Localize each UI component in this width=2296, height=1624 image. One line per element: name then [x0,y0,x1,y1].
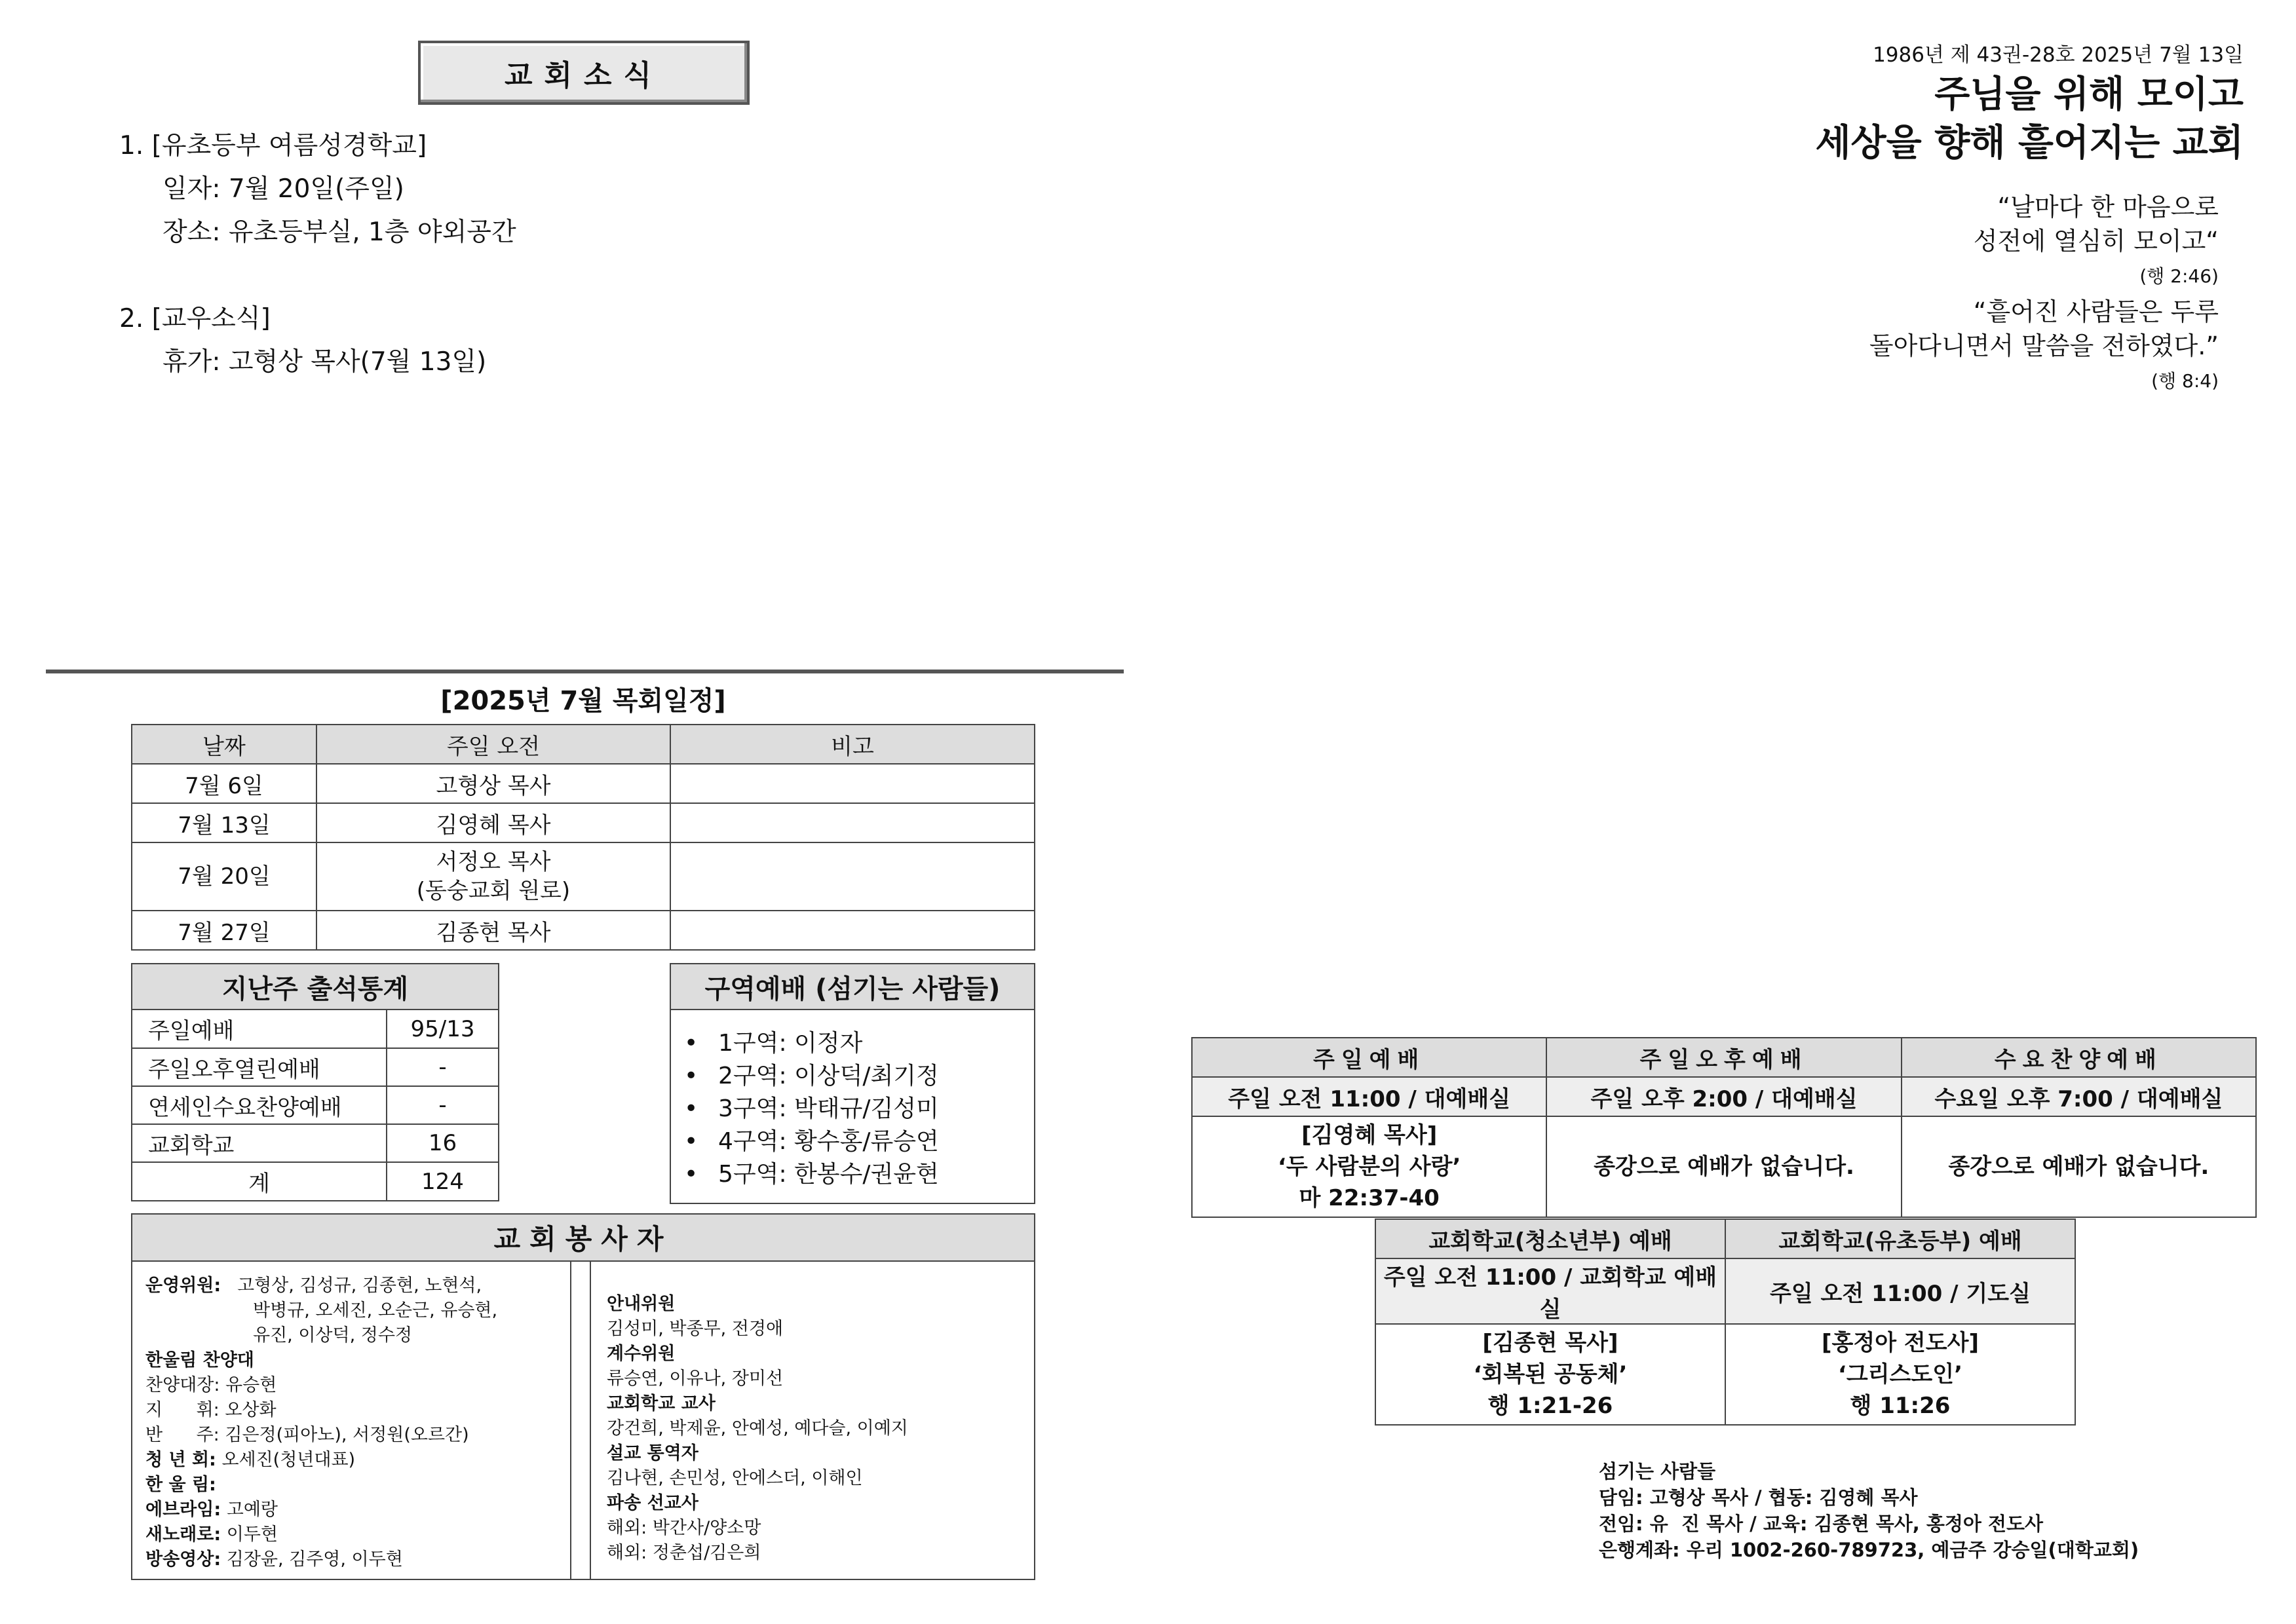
zone-worship-box [670,963,1035,1204]
schedule-preacher-cell [316,842,670,911]
committee-members: 김성미, 박종무, 전경애 [607,1319,784,1339]
schedule-date: 7월 27일 [132,911,316,950]
table-row [132,911,1035,950]
sermon-scripture: 행 1:21-26 [1487,1393,1613,1419]
schedule-title: [2025년 7월 목회일정] [440,686,726,716]
worship-time: 주일 오전 11:00 / 대예배실 [1192,1077,1546,1116]
footer-line: 담임: 고형상 목사 / 협동: 김영혜 목사 [1599,1486,1918,1509]
group-label: 청 년 회: [145,1450,216,1470]
group-label: 방송영상: [145,1549,221,1570]
school-worship-table [1375,1218,2076,1426]
sermon-preacher: [김영혜 목사] [1301,1122,1438,1148]
attendance-label: 주일오후열린예배 [132,1048,387,1086]
committee-members: 해외: 박간사/양소망 [607,1518,761,1538]
list-item: • 3구역: 박태규/김성미 [684,1093,1034,1125]
attendance-box [131,963,499,1201]
news-item-heading: 1. [유초등부 여름성경학교] [119,131,427,161]
worship-time: 주일 오후 2:00 / 대예배실 [1546,1077,1901,1116]
volunteers-left-column [132,1262,571,1579]
church-motto [1815,71,2244,168]
section-divider [46,670,1124,673]
footer-line: 전임: 유 진 목사 / 교육: 김종현 목사, 홍정아 전도사 [1599,1513,2044,1535]
attendance-title: 지난주 출석통계 [132,964,498,1010]
committee-members: 강건희, 박제윤, 안예성, 예다슬, 이예지 [607,1418,908,1439]
sermon-title: ‘두 사람분의 사랑’ [1277,1154,1461,1180]
group-label: 한 울 림: [145,1475,216,1495]
choir-value: 유승현 [225,1375,277,1395]
verse-line: “흩어진 사람들은 두루 [1973,297,2219,326]
sermon-preacher: [김종현 목사] [1482,1330,1618,1356]
schedule-preacher: 고형상 목사 [316,764,670,803]
choir-title: 한울림 찬양대 [145,1350,254,1370]
table-row [132,1162,498,1200]
sermon-title: ‘회복된 공동체’ [1473,1361,1628,1388]
group-label: 새노래로: [145,1524,221,1545]
table-row [132,803,1035,842]
volunteers-box [131,1213,1035,1580]
schedule-date: 7월 13일 [132,803,316,842]
group-value: 김장윤, 김주영, 이두현 [226,1549,403,1570]
schedule-note [670,764,1035,803]
list-item: • 1구역: 이정자 [684,1027,1034,1060]
schedule-date: 7월 20일 [132,842,316,911]
news-item-line: 장소: 유초등부실, 1층 야외공간 [163,217,516,247]
choir-label: 지 휘: [145,1400,220,1420]
verse-quote [1869,295,2219,363]
worship-header: 주일예배 [1192,1038,1546,1077]
staff-footer [1599,1458,2139,1563]
table-row [132,842,1035,911]
worship-table [1191,1037,2257,1218]
verse-reference: (행 2:46) [2139,265,2219,287]
news-item-line: 휴가: 고형상 목사(7월 13일) [163,347,487,377]
worship-closed-notice: 종강으로 예배가 없습니다. [1546,1116,1901,1217]
schedule-header: 주일 오전 [316,725,670,764]
committee-title: 파송 선교사 [607,1493,698,1513]
table-row [132,764,1035,803]
verse-quote [1974,190,2219,258]
sermon-cell [1192,1116,1546,1217]
attendance-value: - [387,1086,498,1124]
table-row [132,1048,498,1086]
worship-header: 교회학교(청소년부) 예배 [1375,1219,1725,1258]
list-item: • 4구역: 황수홍/류승연 [684,1125,1034,1158]
schedule-preacher-note: (동숭교회 원로) [416,878,571,904]
committee-title: 설교 통역자 [607,1443,698,1463]
news-title: 교회소식 [418,41,750,105]
schedule-header: 날짜 [132,725,316,764]
volunteers-right-column [590,1262,1034,1579]
attendance-value: 124 [387,1162,498,1200]
choir-value: 김은정(피아노), 서정원(오르간) [225,1425,469,1445]
choir-label: 반 주: [145,1425,220,1445]
footer-line: 은행계좌: 우리 1002-260-789723, 예금주 강승일(대학교회) [1599,1539,2139,1561]
volunteers-title: 교회봉사자 [132,1215,1034,1262]
steering-label: 운영위원: [145,1275,221,1296]
sermon-scripture: 마 22:37-40 [1299,1185,1440,1211]
committee-members: 해외: 정춘섭/김은희 [607,1543,761,1563]
schedule-note [670,842,1035,911]
schedule-date: 7월 6일 [132,764,316,803]
verse-line: “날마다 한 마음으로 [1997,193,2219,221]
worship-header: 주일오후예배 [1546,1038,1901,1077]
sermon-title: ‘그리스도인’ [1837,1361,1963,1388]
list-item: • 2구역: 이상덕/최기정 [684,1060,1034,1093]
group-value: 오세진(청년대표) [221,1450,356,1470]
motto-line: 주님을 위해 모이고 [1934,73,2244,116]
verse-reference: (행 8:4) [2151,370,2219,392]
schedule-preacher: 김종현 목사 [316,911,670,950]
worship-time: 주일 오전 11:00 / 기도실 [1725,1258,2075,1324]
verse-line: 성전에 열심히 모이고“ [1973,227,2219,255]
list-item: • 5구역: 한봉수/권윤현 [684,1158,1034,1191]
worship-time: 수요일 오후 7:00 / 대예배실 [1902,1077,2256,1116]
schedule-note [670,911,1035,950]
news-item-line: 일자: 7월 20일(주일) [163,174,404,204]
footer-title: 섬기는 사람들 [1599,1460,1716,1482]
motto-line: 세상을 향해 흩어지는 교회 [1815,122,2244,164]
choir-label: 찬양대장: [145,1375,220,1395]
worship-header: 교회학교(유초등부) 예배 [1725,1219,2075,1258]
news-item-heading: 2. [교우소식] [119,304,271,333]
group-value: 고예랑 [226,1500,278,1520]
worship-closed-notice: 종강으로 예배가 없습니다. [1902,1116,2256,1217]
worship-header: 수요찬양예배 [1902,1038,2256,1077]
verse-line: 돌아다니면서 말씀을 전하였다.” [1869,331,2219,360]
schedule-table [131,724,1035,951]
attendance-label: 교회학교 [132,1124,387,1162]
committee-title: 안내위원 [607,1294,676,1314]
attendance-label: 계 [132,1162,387,1200]
committee-members: 류승연, 이유나, 장미선 [607,1369,784,1389]
zone-title: 구역예배 (섬기는 사람들) [671,964,1034,1010]
attendance-label: 연세인수요찬양예배 [132,1086,387,1124]
table-row [132,1124,498,1162]
schedule-preacher: 김영혜 목사 [316,803,670,842]
schedule-note [670,803,1035,842]
steering-members: 유진, 이상덕, 정수정 [253,1325,412,1346]
schedule-preacher: 서정오 목사 [436,849,551,875]
table-row [132,1086,498,1124]
sermon-cell [1375,1324,1725,1425]
choir-value: 오상화 [225,1400,277,1420]
attendance-value: - [387,1048,498,1086]
steering-members: 박병규, 오세진, 오순근, 유승현, [253,1300,498,1321]
sermon-preacher: [홍정아 전도사] [1822,1330,1979,1356]
schedule-header: 비고 [670,725,1035,764]
issue-info: 1986년 제 43권-28호 2025년 7월 13일 [1873,43,2244,67]
group-value: 이두현 [226,1524,278,1545]
committee-members: 김나현, 손민성, 안에스더, 이해인 [607,1468,863,1488]
attendance-value: 95/13 [410,1015,475,1042]
church-news [119,124,971,384]
sermon-scripture: 행 11:26 [1850,1393,1951,1419]
sermon-cell [1725,1324,2075,1425]
committee-title: 계수위원 [607,1344,676,1364]
table-row [132,1010,498,1048]
attendance-label: 주일예배 [132,1010,387,1048]
steering-members: 고형상, 김성규, 김종현, 노현석, [237,1275,482,1296]
worship-time: 주일 오전 11:00 / 교회학교 예배실 [1375,1258,1725,1324]
group-label: 에브라임: [145,1500,221,1520]
committee-title: 교회학교 교사 [607,1393,716,1414]
attendance-value: 16 [387,1124,498,1162]
